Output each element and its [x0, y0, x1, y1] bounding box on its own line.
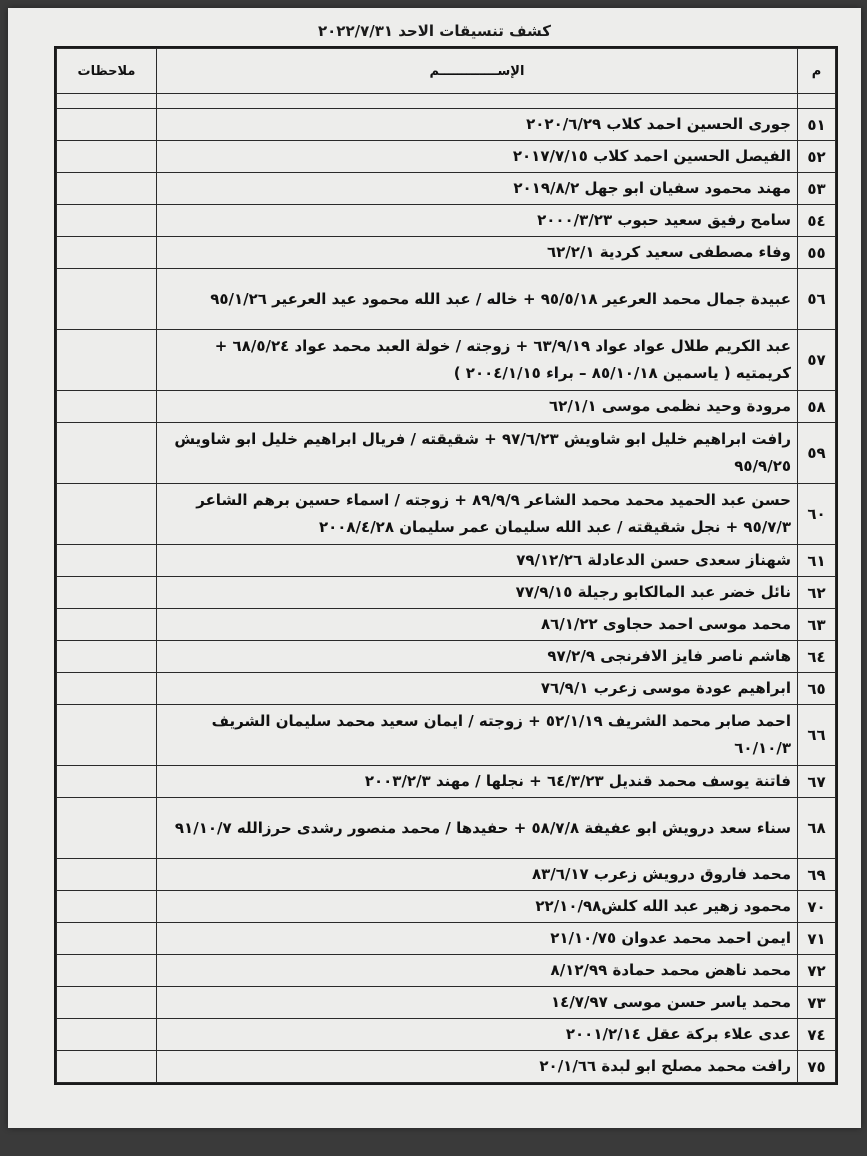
- row-number: ٧٠: [798, 891, 836, 923]
- row-name: رافت ابراهيم خليل ابو شاويش ٩٧/٦/٢٣ + شقيقته / فريال ابراهيم خليل ابو شاويش ٩٥/٩/٢٥: [157, 423, 798, 484]
- row-notes: [57, 391, 157, 423]
- table-header-row: [57, 49, 836, 94]
- row-notes: [57, 173, 157, 205]
- row-notes: [57, 1051, 157, 1083]
- spacer-cell: [157, 94, 798, 109]
- row-name: جورى الحسين احمد كلاب ٢٠٢٠/٦/٢٩: [157, 109, 798, 141]
- table-row: [57, 609, 836, 641]
- row-number: ٦٤: [798, 641, 836, 673]
- table-row: [57, 1019, 836, 1051]
- row-notes: [57, 545, 157, 577]
- row-notes: [57, 205, 157, 237]
- table-row: [57, 891, 836, 923]
- table-row: [57, 705, 836, 766]
- row-name: حسن عبد الحميد محمد محمد الشاعر ٨٩/٩/٩ + زوجته / اسماء حسين برهم الشاعر ٩٥/٧/٣ + نجل شقيقته / عبد الله سليمان عمر سليمان ٢٠٠٨/٤/٢٨: [157, 484, 798, 545]
- header-name: الإســـــــــــــم: [157, 49, 798, 94]
- row-number: ٦٣: [798, 609, 836, 641]
- table-row: [57, 484, 836, 545]
- row-number: ٦٢: [798, 577, 836, 609]
- row-notes: [57, 923, 157, 955]
- row-number: ٦٥: [798, 673, 836, 705]
- row-name: ايمن احمد محمد عدوان ٢١/١٠/٧٥: [157, 923, 798, 955]
- row-notes: [57, 109, 157, 141]
- table-row: [57, 641, 836, 673]
- row-name: عبيدة جمال محمد العرعير ٩٥/٥/١٨ + خاله / عبد الله محمود عيد العرعير ٩٥/١/٢٦: [157, 269, 798, 330]
- row-number: ٧١: [798, 923, 836, 955]
- spacer-cell: [57, 94, 157, 109]
- row-number: ٦٠: [798, 484, 836, 545]
- row-number: ٦٩: [798, 859, 836, 891]
- table-spacer-row: [57, 94, 836, 109]
- document-page: [8, 8, 861, 1128]
- row-name: سامح رفيق سعيد حبوب ٢٠٠٠/٣/٢٣: [157, 205, 798, 237]
- row-name: عبد الكريم طلال عواد عواد ٦٣/٩/١٩ + زوجته / خولة العبد محمد عواد ٦٨/٥/٢٤ + كريمتيه ( ياسمين ٨٥/١٠/١٨ – براء ٢٠٠٤/١/١٥ ): [157, 330, 798, 391]
- table-row: [57, 766, 836, 798]
- row-number: ٧٤: [798, 1019, 836, 1051]
- row-name: نائل خضر عبد المالكابو رجيلة ٧٧/٩/١٥: [157, 577, 798, 609]
- table-row: [57, 955, 836, 987]
- row-notes: [57, 423, 157, 484]
- row-name: مهند محمود سفيان ابو جهل ٢٠١٩/٨/٢: [157, 173, 798, 205]
- row-name: شهناز سعدى حسن الدعادلة ٧٩/١٢/٢٦: [157, 545, 798, 577]
- row-notes: [57, 330, 157, 391]
- row-name: محمود زهير عبد الله كلش٢٢/١٠/٩٨: [157, 891, 798, 923]
- header-notes: ملاحظات: [57, 49, 157, 94]
- row-number: ٦٧: [798, 766, 836, 798]
- table-row: [57, 205, 836, 237]
- document-title: كشف تنسيقات الاحد ٢٠٢٢/٧/٣١: [318, 22, 551, 40]
- table-row: [57, 173, 836, 205]
- row-number: ٥٤: [798, 205, 836, 237]
- table-row: [57, 673, 836, 705]
- row-notes: [57, 484, 157, 545]
- row-name: محمد ناهض محمد حمادة ٨/١٢/٩٩: [157, 955, 798, 987]
- table-row: [57, 141, 836, 173]
- row-notes: [57, 1019, 157, 1051]
- row-name: ابراهيم عودة موسى زعرب ٧٦/٩/١: [157, 673, 798, 705]
- row-notes: [57, 609, 157, 641]
- row-name: محمد ياسر حسن موسى ١٤/٧/٩٧: [157, 987, 798, 1019]
- row-number: ٦٦: [798, 705, 836, 766]
- row-name: وفاء مصطفى سعيد كردية ٦٢/٢/١: [157, 237, 798, 269]
- row-notes: [57, 891, 157, 923]
- row-name: رافت محمد مصلح ابو لبدة ٢٠/١/٦٦: [157, 1051, 798, 1083]
- row-number: ٥٦: [798, 269, 836, 330]
- table-row: [57, 237, 836, 269]
- row-number: ٥٧: [798, 330, 836, 391]
- row-notes: [57, 269, 157, 330]
- row-notes: [57, 955, 157, 987]
- row-number: ٧٥: [798, 1051, 836, 1083]
- row-notes: [57, 141, 157, 173]
- table-row: [57, 798, 836, 859]
- row-number: ٥٣: [798, 173, 836, 205]
- row-notes: [57, 641, 157, 673]
- names-table-frame: [54, 46, 838, 1085]
- row-number: ٦١: [798, 545, 836, 577]
- row-name: مرودة وحيد نظمى موسى ٦٢/١/١: [157, 391, 798, 423]
- spacer-cell: [798, 94, 836, 109]
- table-row: [57, 423, 836, 484]
- row-number: ٥٨: [798, 391, 836, 423]
- row-number: ٥٩: [798, 423, 836, 484]
- row-number: ٥٢: [798, 141, 836, 173]
- row-notes: [57, 705, 157, 766]
- row-notes: [57, 673, 157, 705]
- row-name: فاتنة يوسف محمد قنديل ٦٤/٣/٢٣ + نجلها / مهند ٢٠٠٣/٢/٣: [157, 766, 798, 798]
- row-number: ٥٥: [798, 237, 836, 269]
- row-notes: [57, 237, 157, 269]
- row-name: محمد فاروق درويش زعرب ٨٣/٦/١٧: [157, 859, 798, 891]
- table-row: [57, 330, 836, 391]
- row-number: ٦٨: [798, 798, 836, 859]
- row-notes: [57, 859, 157, 891]
- row-name: سناء سعد درويش ابو عفيفة ٥٨/٧/٨ + حفيدها / محمد منصور رشدى حرزالله ٩١/١٠/٧: [157, 798, 798, 859]
- names-table: [56, 48, 836, 1083]
- table-row: [57, 1051, 836, 1083]
- table-row: [57, 545, 836, 577]
- table-row: [57, 109, 836, 141]
- row-number: ٥١: [798, 109, 836, 141]
- row-name: هاشم ناصر فايز الافرنجى ٩٧/٢/٩: [157, 641, 798, 673]
- table-row: [57, 577, 836, 609]
- row-number: ٧٢: [798, 955, 836, 987]
- row-number: ٧٣: [798, 987, 836, 1019]
- row-name: احمد صابر محمد الشريف ٥٢/١/١٩ + زوجته / ايمان سعيد محمد سليمان الشريف ٦٠/١٠/٣: [157, 705, 798, 766]
- row-notes: [57, 987, 157, 1019]
- table-row: [57, 269, 836, 330]
- row-notes: [57, 577, 157, 609]
- table-row: [57, 987, 836, 1019]
- table-row: [57, 923, 836, 955]
- row-name: عدى علاء بركة عقل ٢٠٠١/٢/١٤: [157, 1019, 798, 1051]
- table-row: [57, 859, 836, 891]
- row-notes: [57, 766, 157, 798]
- row-name: محمد موسى احمد حجاوى ٨٦/١/٢٢: [157, 609, 798, 641]
- header-number: م: [798, 49, 836, 94]
- row-name: الفيصل الحسين احمد كلاب ٢٠١٧/٧/١٥: [157, 141, 798, 173]
- row-notes: [57, 798, 157, 859]
- table-row: [57, 391, 836, 423]
